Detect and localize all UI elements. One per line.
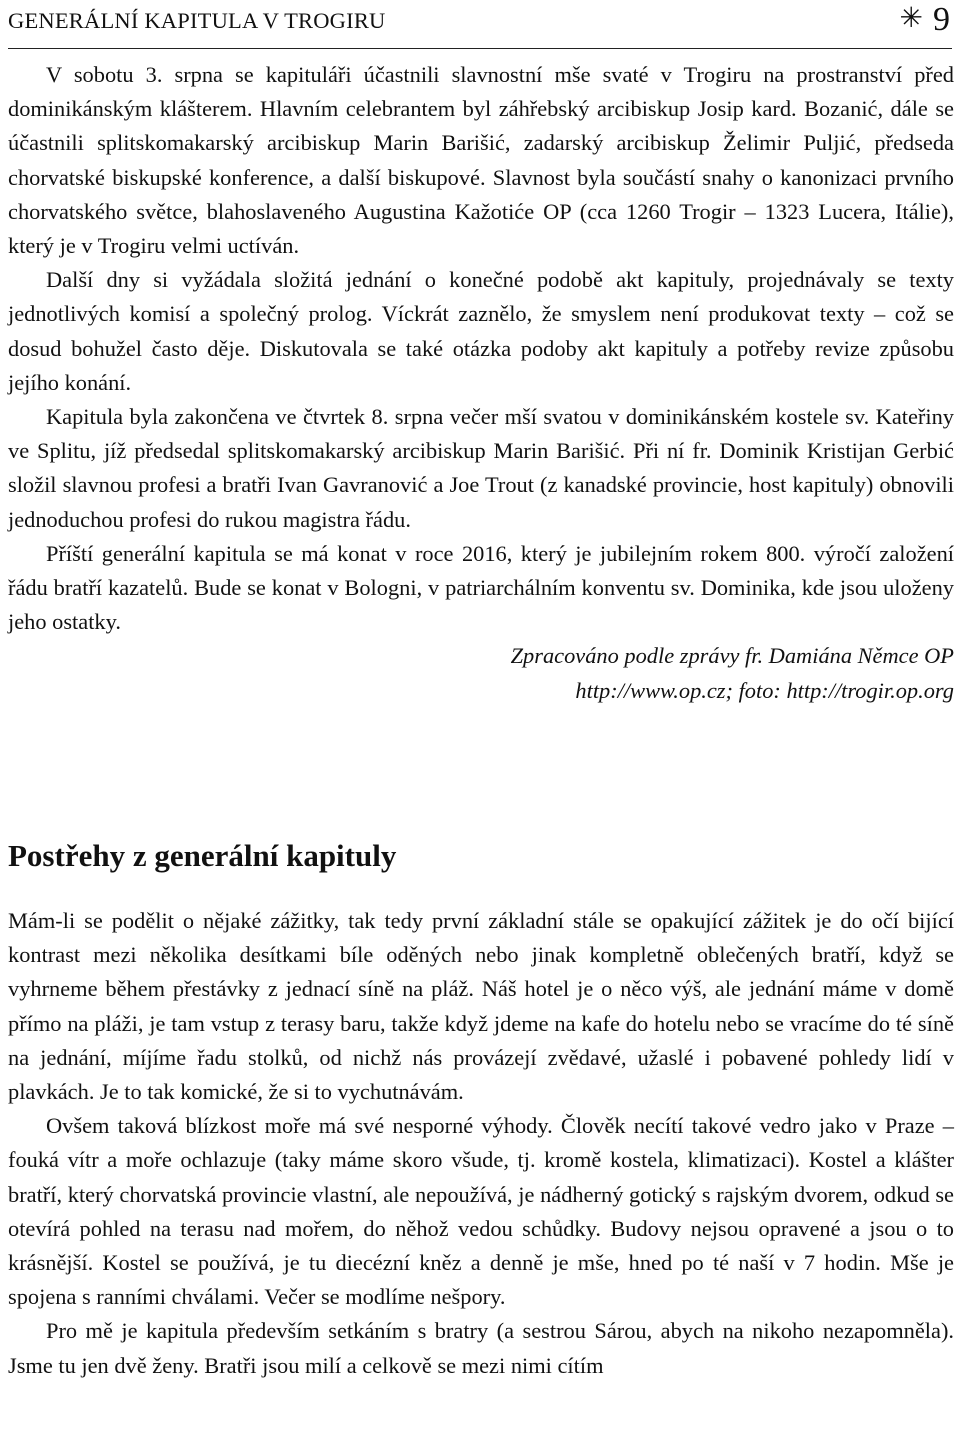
paragraph: V sobotu 3. srpna se kapituláři účastnili slavnostní mše svaté v Trogiru na prostranství před dominikánským klášterem. Hlavním celebrantem byl záhřebský arcibiskup Josip kard. Bozanić, dále se účastnili splitskomakarský arcibiskup Marin Barišić, zadarský arcibiskup Želimir Puljić, předseda chorvatské biskupské konference, a další biskupové. Slavnost byla součástí snahy o kanonizaci prvního chorvatského světce, blahoslaveného Augustina Kažotiće OP (cca 1260 Trogir – 1323 Lucera, Itálie), který je v Trogiru velmi uctíván. (8, 62, 954, 259)
paragraph: Ovšem taková blízkost moře má své nesporné výhody. Člověk necítí takové vedro jako v Praze – fouká vítr a moře ochlazuje (taky máme skoro všude, tj. kromě kostela, klimatizaci). Kostel a klášter bratří, který chorvatská provincie vlastní, ale nepoužívá, je nádherný gotický s rajským dvorem, odkud se otevírá pohled na terasu nad mořem, do něhož vedou schůdky. Budovy nejsou opravené a jsou o to krásnější. Kostel se používá, je tu diecézní kněz a denně je mše, hned po té naší v 7 hodin. Mše je spojena s ranními chválami. Večer se modlíme nešpory. (8, 1113, 954, 1310)
page-number: 9 (933, 1, 950, 38)
section-body (8, 904, 954, 1383)
running-title: GENERÁLNÍ KAPITULA V TROGIRU (8, 8, 386, 33)
page-header (8, 0, 952, 49)
attribution-line: Zpracováno podle zprávy fr. Damiána Němce OP (510, 643, 954, 669)
source-links-line: http://www.op.cz; foto: http://trogir.op.org (575, 677, 954, 703)
paragraph: Pro mě je kapitula především setkáním s bratry (a sestrou Sárou, abych na nikoho nezapomněla). Jsme tu jen dvě ženy. Bratři jsou milí a celkově se mezi nimi cítím (8, 1318, 954, 1378)
paragraph: Mám-li se podělit o nějaké zážitky, tak tedy první základní stále se opakující zážitek je do očí bijící kontrast mezi několika desítkami bíle oděných nebo jinak kompletně oblečených bratří, když se vyhrneme během přestávky z jednací síně na pláž. Náš hotel je o něco výš, ale jednání máme v domě přímo na pláži, je tam vstup z terasy baru, takže když jdeme na kafe do hotelu nebo se vracíme do té síně na jednání, míjíme řadu stolků, od nichž nás provázejí zvědavé, užaslé i pobavené pohledy lidí v plavkách. Je to tak komické, že si to vychutnávám. (8, 908, 954, 1105)
paragraph: Kapitula byla zakončena ve čtvrtek 8. srpna večer mší svatou v dominikánském kostele sv. Kateřiny ve Splitu, jíž předsedal splitskomakarský arcibiskup Marin Barišić. Při ní fr. Dominik Kristijan Gerbić složil slavnou profesi a bratři Ivan Gavranović a Joe Trout (z kanadské provincie, host kapituly) obnovili jednoduchou profesi do rukou magistra řádu. (8, 404, 954, 532)
article-impressions (8, 836, 954, 1383)
page-number-block (900, 0, 950, 42)
article-chapter-report (8, 58, 954, 708)
paragraph: Příští generální kapitula se má konat v roce 2016, který je jubilejním rokem 800. výročí založení řádu bratří kazatelů. Bude se konat v Bologni, v patriarchálním konventu sv. Dominika, kde jsou uloženy jeho ostatky. (8, 540, 954, 635)
asterisk-ornament-icon: ✳ (899, 3, 923, 34)
section-heading: Postřehy z generální kapituly (8, 838, 397, 873)
paragraph: Další dny si vyžádala složitá jednání o konečné podobě akt kapituly, projednávaly se texty jednotlivých komisí a společný prolog. Víckrát zaznělo, že smyslem není produkovat texty – což se dosud bohužel často děje. Diskutovala se také otázka podoby akt kapituly a potřeby revize způsobu jejího konání. (8, 267, 954, 395)
